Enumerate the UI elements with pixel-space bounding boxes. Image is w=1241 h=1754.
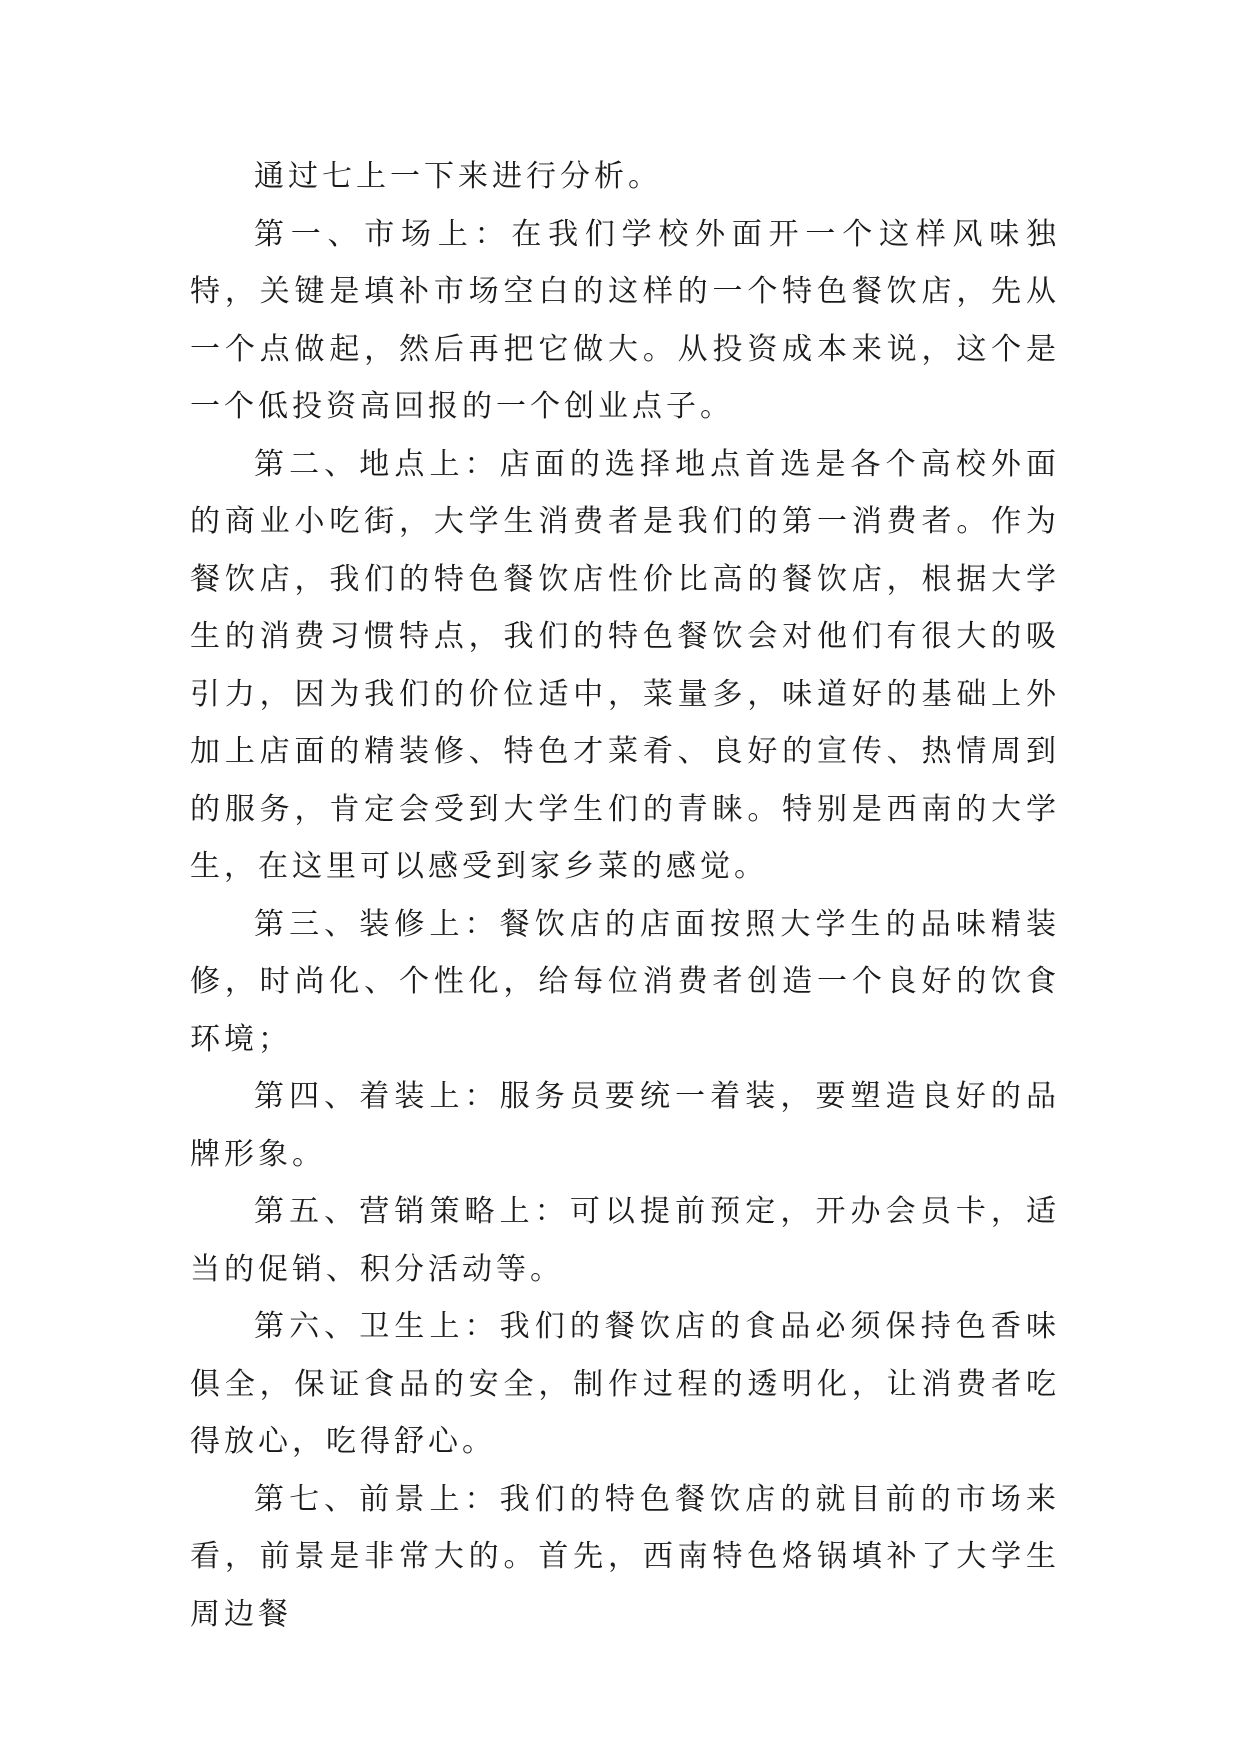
paragraph-location: 第二、地点上：店面的选择地点首选是各个高校外面的商业小吃街，大学生消费者是我们的第一消费者。作为餐饮店，我们的特色餐饮店性价比高的餐饮店，根据大学生的消费习惯特点，我们的特色餐饮会对他们有很大的吸引力，因为我们的价位适中，菜量多，味道好的基础上外加上店面的精装修、特色才菜肴、良好的宣传、热情周到的服务，肯定会受到大学生们的青睐。特别是西南的大学生，在这里可以感受到家乡菜的感觉。 <box>190 446 1060 884</box>
document-body <box>190 148 1060 1643</box>
paragraph-marketing: 第五、营销策略上：可以提前预定，开办会员卡，适当的促销、积分活动等。 <box>190 1194 1060 1287</box>
paragraph-hygiene: 第六、卫生上：我们的餐饮店的食品必须保持色香味俱全，保证食品的安全，制作过程的透明化，让消费者吃得放心，吃得舒心。 <box>190 1309 1060 1459</box>
paragraph-market: 第一、市场上：在我们学校外面开一个这样风味独特，关键是填补市场空白的这样的一个特色餐饮店，先从一个点做起，然后再把它做大。从投资成本来说，这个是一个低投资高回报的一个创业点子。 <box>190 216 1060 424</box>
paragraph-decoration: 第三、装修上：餐饮店的店面按照大学生的品味精装修，时尚化、个性化，给每位消费者创造一个良好的饮食环境； <box>190 906 1060 1057</box>
paragraph-intro: 通过七上一下来进行分析。 <box>254 159 662 194</box>
paragraph-attire: 第四、着装上：服务员要统一着装，要塑造良好的品牌形象。 <box>190 1079 1060 1172</box>
paragraph-prospects: 第七、前景上：我们的特色餐饮店的就目前的市场来看，前景是非常大的。首先，西南特色烙锅填补了大学生周边餐 <box>190 1481 1060 1632</box>
